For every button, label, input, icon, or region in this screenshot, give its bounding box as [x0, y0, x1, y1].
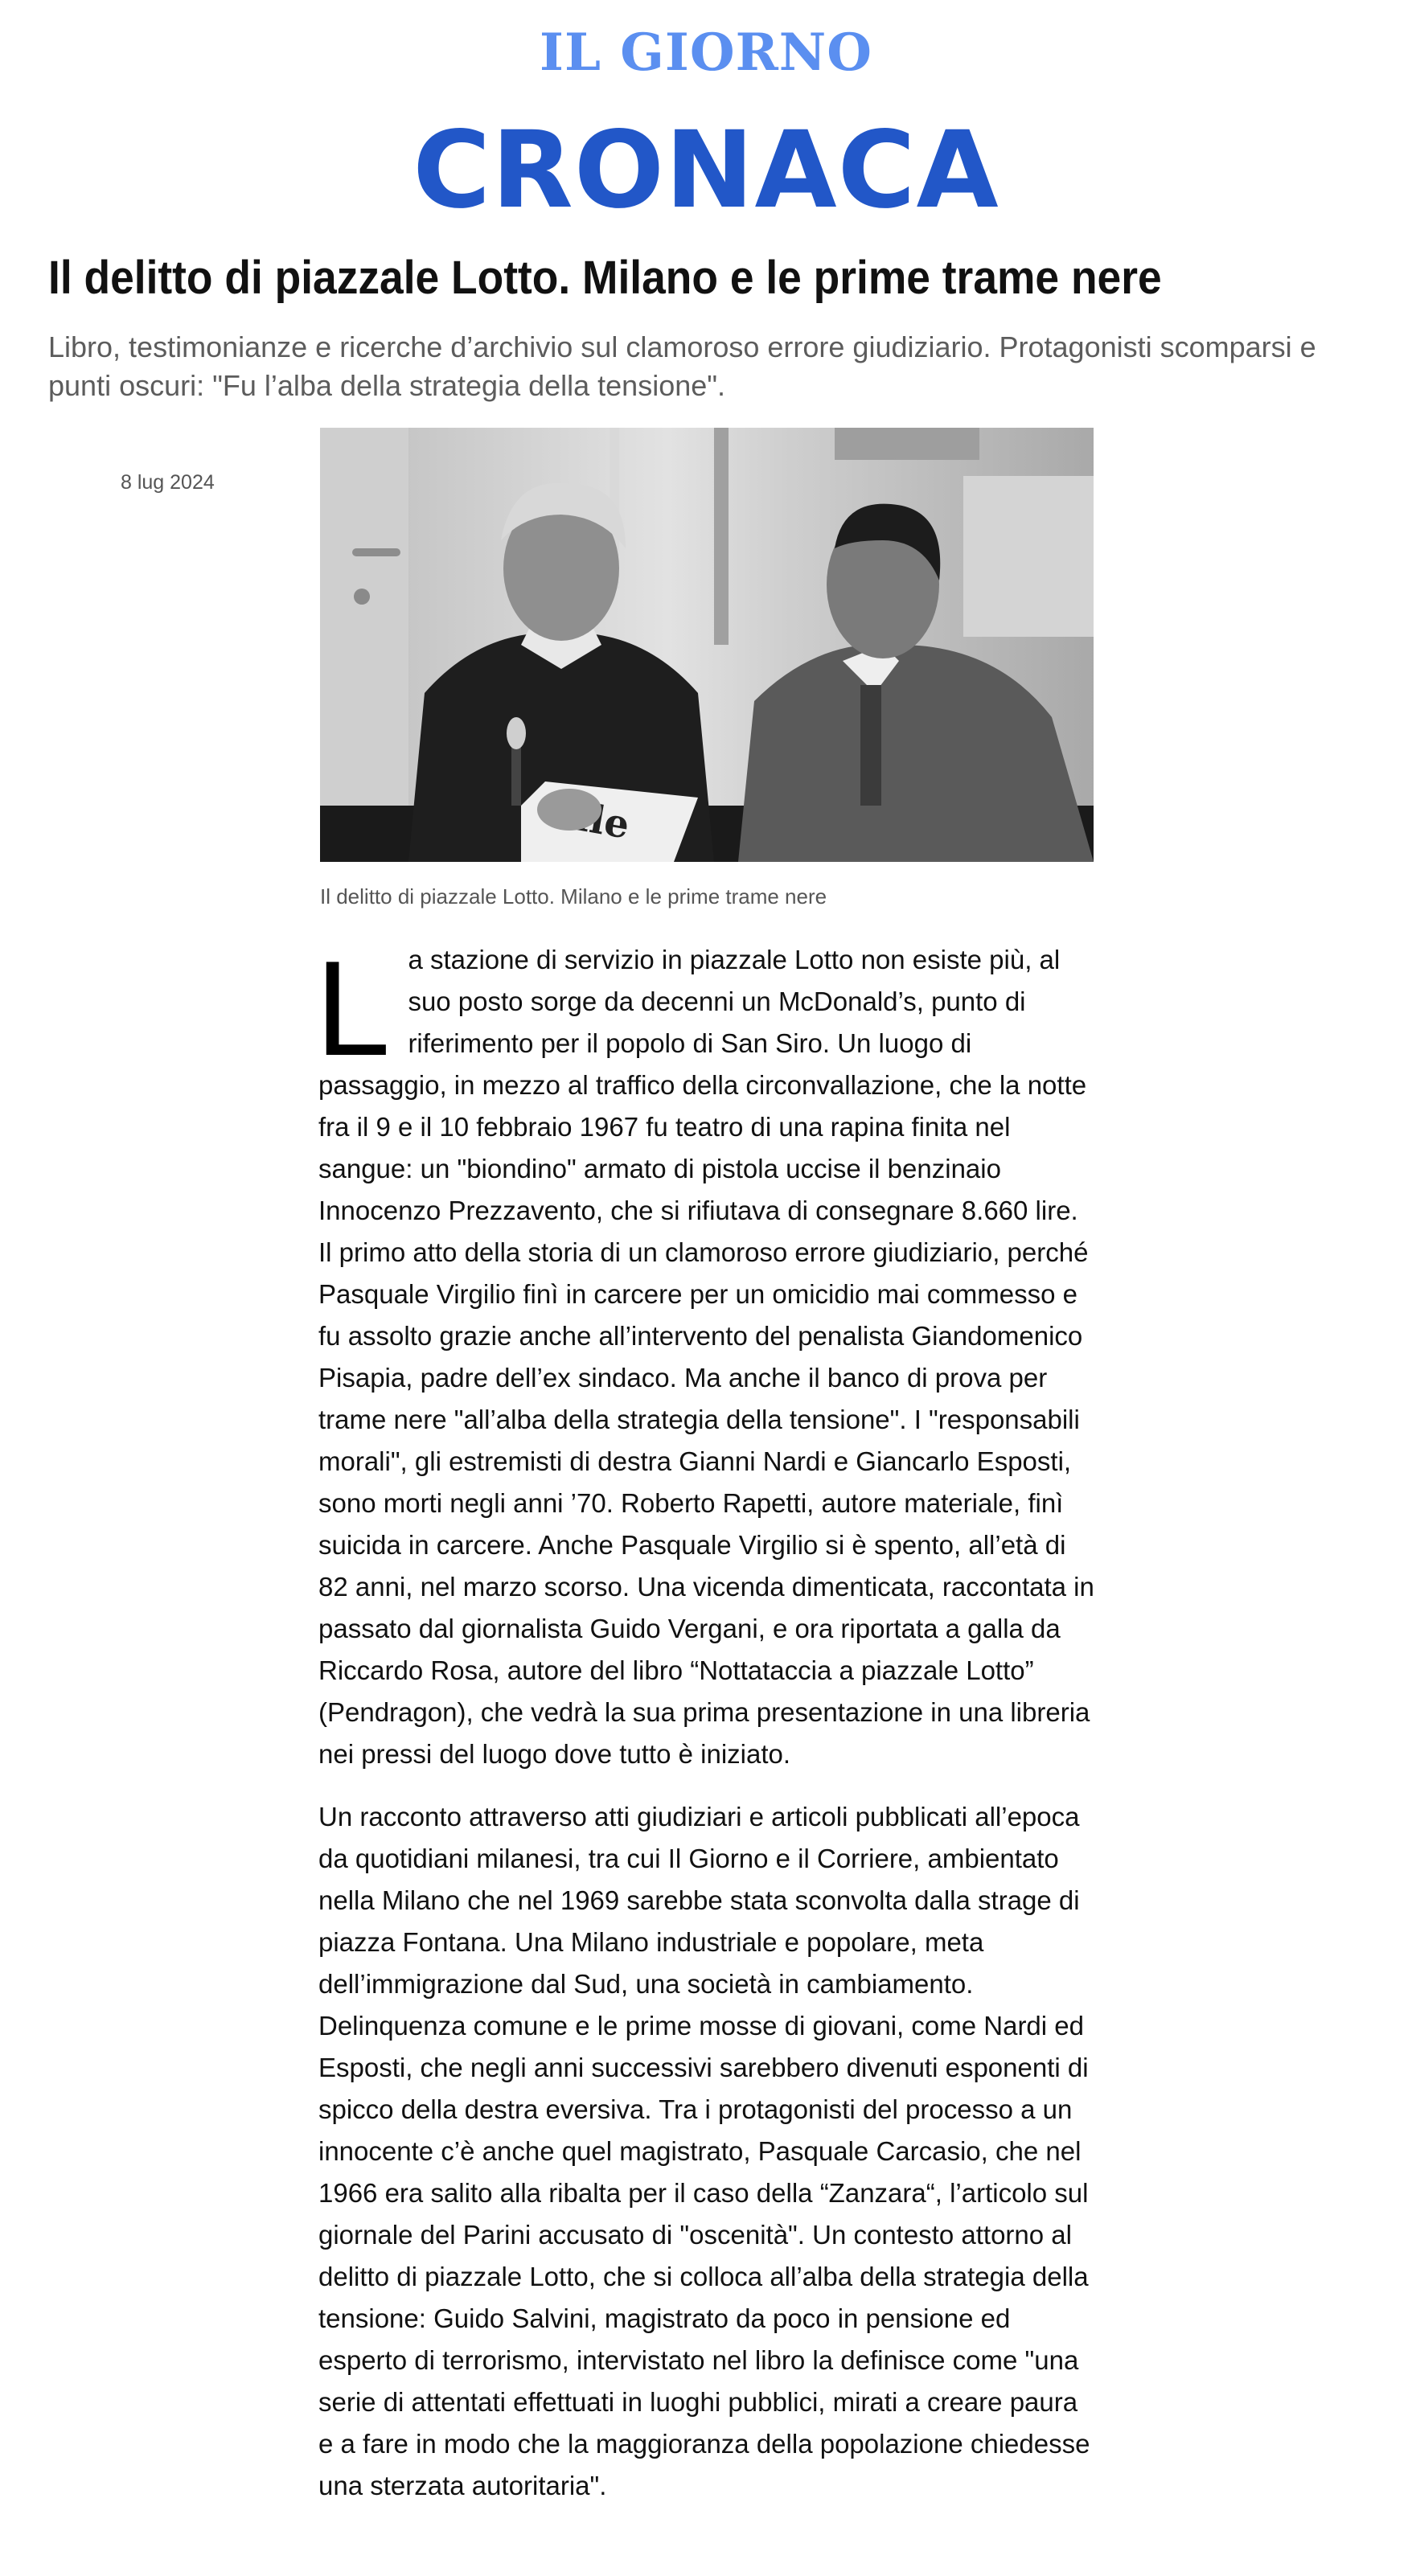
photo-illustration	[320, 428, 1094, 862]
article-paragraph	[315, 933, 1098, 1775]
site-logo[interactable]: IL GIORNO	[540, 23, 872, 83]
photo-caption: Il delitto di piazzale Lotto. Milano e le prime trame nere	[320, 884, 827, 909]
section-title[interactable]: CRONACA	[413, 109, 999, 232]
paragraph-text: a stazione di servizio in piazzale Lotto non esiste più, al suo posto sorge da decenni un McDonald’s, punto di riferimento per il popolo di San Siro. Un luogo di passaggio, in mezzo al traffico della circonvallazione, che la notte fra il 9 e il 10 febbraio 1967 fu teatro di una rapina finita nel sangue: un "biondino" armato di pistola uccise il benzinaio Innocenzo Prezzavento, che si rifiutava di consegnare 8.660 lire. Il primo atto della storia di un clamoroso errore giudiziario, perché Pasquale Virgilio finì in carcere per un omicidio mai commesso e fu assolto grazie anche all’intervento del penalista Giandomenico Pisapia, padre dell’ex sindaco. Ma anche il banco di prova per trame nere "all’alba della strategia della tensione". I "responsabili morali", gli estremisti di destra Gianni Nardi e Giancarlo Esposti, sono morti negli anni ’70. Roberto Rapetti, autore materiale, finì suicida in carcere. Anche Pasquale Virgilio si è spento, all’età di 82 anni, nel marzo scorso. Una vicenda dimenticata, raccontata in passato dal giornalista Guido Vergani, e ora riportata a galla da Riccardo Rosa, autore del libro “Nottataccia a piazzale Lotto” (Pendragon), che vedrà la sua prima presentazione in una libreria nei pressi del luogo dove tutto è iniziato.	[318, 945, 1094, 1769]
article-photo[interactable]	[320, 428, 1094, 862]
article-paragraph: Un racconto attraverso atti giudiziari e articoli pubblicati all’epoca da quotidiani milanesi, tra cui Il Giorno e il Corriere, ambientato nella Milano che nel 1969 sarebbe stata sconvolta dalla strage di piazza Fontana. Una Milano industriale e popolare, meta dell’immigrazione dal Sud, una società in cambiamento. Delinquenza comune e le prime mosse di giovani, come Nardi ed Esposti, che negli anni successivi sarebbero divenuti esponenti di spicco della destra eversiva. Tra i protagonisti del processo a un innocente c’è anche quel magistrato, Pasquale Carcasio, che nel 1966 era salito alla ribalta per il caso della “Zanzara“, l’articolo sul giornale del Parini accusato di "oscenità". Un contesto attorno al delitto di piazzale Lotto, che si colloca all’alba della strategia della tensione: Guido Salvini, magistrato da poco in pensione ed esperto di terrorismo, intervistato nel libro la definisce come "una serie di attentati effettuati in luoghi pubblici, mirati a creare paura e a fare in modo che la maggioranza della popolazione chiedesse una sterzata autoritaria".	[318, 1802, 1090, 2500]
drop-cap: L	[315, 933, 391, 1084]
article-body	[315, 933, 1098, 2528]
publish-date: 8 lug 2024	[121, 471, 215, 494]
article-subtitle: Libro, testimonianze e ricerche d’archivio sul clamoroso errore giudiziario. Protagonisti scomparsi e punti oscuri: "Fu l’alba della strategia della tensione".	[48, 330, 1316, 402]
article-headline: Il delitto di piazzale Lotto. Milano e le prime trame nere	[48, 252, 1162, 304]
